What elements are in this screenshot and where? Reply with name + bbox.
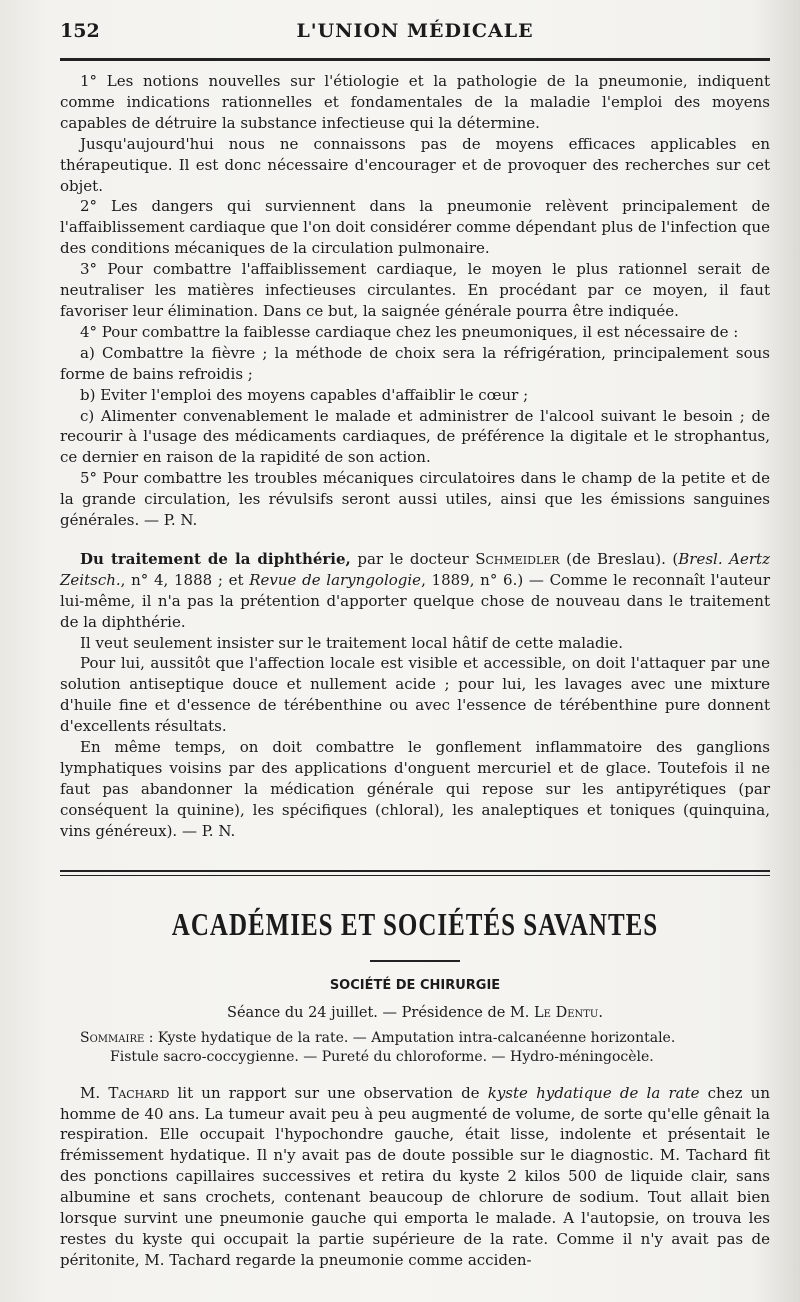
reference-journal: Revue de laryngologie xyxy=(249,570,422,589)
paragraph: 1° Les notions nouvelles sur l'étiologie et la pathologie de la pneumonie, indiquent comme indications rationnelles et fondamentales de la maladie l'emploi des moyens capables de détruire la substance infectieuse qui la détermine. xyxy=(60,72,770,132)
header-rule xyxy=(60,58,770,61)
paragraph: 2° Les dangers qui surviennent dans la pneumonie relèvent principalement de l'affaiblissement cardiaque que l'on doit considérer comme dépendant plus de l'infection que des conditions mécaniques de la circulation pulmonaire. xyxy=(60,197,770,258)
session-line xyxy=(60,1005,770,1021)
text-run: . xyxy=(598,1004,603,1021)
article-title: Du traitement de la diphthérie, xyxy=(80,549,351,568)
page-number: 152 xyxy=(60,20,100,42)
paragraph: Jusqu'aujourd'hui nous ne connaissons pas de moyens efficaces applicables en thérapeutique. Il est donc nécessaire d'encourager et de provoquer des recherches sur cet objet. xyxy=(60,134,770,195)
text-run: Séance du 24 juillet. — Présidence de M. xyxy=(227,1004,535,1021)
article-pneumonia xyxy=(60,71,770,531)
author-name: Schmeidler xyxy=(475,549,560,568)
summary-label: Sommaire xyxy=(80,1029,145,1046)
paragraph: Pour lui, aussitôt que l'affection locale est visible et accessible, on doit l'attaquer par une solution antiseptique douce et nullement acide ; pour lui, les lavages avec une mixture d'huile fine et d'essence de térébenthine ou avec l'essence de térébenthine pure donnent d'excellents résultats. xyxy=(60,654,770,736)
article-lead-paragraph xyxy=(60,549,770,633)
summary-line: Fistule sacro-coccygienne. — Pureté du chloroforme. — Hydro-méningocèle. xyxy=(110,1048,654,1065)
text-run: chez un homme de 40 ans. La tumeur avait peu à peu augmenté de volume, de sorte qu'elle gênait la respiration. Elle occupait l'hypochondre gauche, était lisse, indolente et présentait le frémissement hydatique. Il n'y avait pas de doute possible sur le diagnostic. M. Tachard fit des ponctions capillaires successives et retira du kyste 2 kilos 500 de liquide clair, sans albumine et sans crochets, contenant beaucoup de chlorure de sodium. Tout allait bien lorsque survint une pneumonie gauche qui emporta le malade. A l'autopsie, on trouva les restes du kyste qui occupait la partie supérieure de la rate. Comme il n'y avait pas de péritonite, M. Tachard regarde la pneumonie comme acciden- xyxy=(60,1083,770,1269)
text-run: , n° 4, 1888 ; et xyxy=(120,570,250,589)
paragraph: c) Alimenter convenablement le malade et administrer de l'alcool suivant le besoin ; de recourir à l'usage des médicaments cardiaques, de préférence la digitale et le strophantus, ce dernier en raison de la rapidité de son action. xyxy=(60,406,770,467)
text-run: par le docteur xyxy=(350,549,476,568)
paragraph: 4° Pour combattre la faiblesse cardiaque chez les pneumoniques, il est nécessaire de : xyxy=(80,322,739,341)
text-run: , 1889, n° 6.) — Comme le reconnaît l'auteur lui-même, il n'a pas la prétention d'apporter quelque chose de nouveau dans le traitement de la diphthérie. xyxy=(60,570,771,631)
paragraph: a) Combattre la fièvre ; la méthode de choix sera la réfrigération, principalement sous forme de bains refroidis ; xyxy=(60,343,770,383)
paragraph: b) Eviter l'emploi des moyens capables d'affaiblir le cœur ; xyxy=(80,385,529,404)
paragraph: Il veut seulement insister sur le traitement local hâtif de cette maladie. xyxy=(80,633,624,652)
president-name: Le Dentu xyxy=(534,1004,599,1021)
summary xyxy=(60,1029,770,1067)
short-rule xyxy=(370,960,460,962)
running-title: L'UNION MÉDICALE xyxy=(296,20,534,42)
summary-line: : Kyste hydatique de la rate. — Amputation intra-calcanéenne horizontale. xyxy=(144,1029,676,1046)
text-run: M. xyxy=(80,1083,109,1102)
text-run: lit un rapport sur une observation de xyxy=(169,1083,488,1102)
paragraph: En même temps, on doit combattre le gonflement inflammatoire des ganglions lymphatiques voisins par des applications d'onguent mercuriel et de glace. Toutefois il ne faut pas abandonner la médication générale qui repose sur les antipyrétiques (par conséquent la quinine), les spécifiques (chloral), les analeptiques et toniques (quinquina, vins généreux). — P. N. xyxy=(60,738,770,840)
reference-journal: Bresl. Aertz Zeitsch. xyxy=(60,549,770,589)
section-title: ACADÉMIES ET SOCIÉTÉS SAVANTES xyxy=(171,908,659,942)
paragraph xyxy=(60,1083,770,1271)
paragraph: 5° Pour combattre les troubles mécaniques circulatoires dans le champ de la petite et de la grande circulation, les révulsifs seront aussi utiles, ainsi que les émissions sanguines générales. — P. N. xyxy=(60,469,770,530)
paragraph: 3° Pour combattre l'affaiblissement cardiaque, le moyen le plus rationnel serait de neutraliser les matières infectieuses circulantes. En procédant par ce moyen, il faut favoriser leur élimination. Dans ce but, la saignée générale pourra être indiquée. xyxy=(60,260,770,320)
society-title: SOCIÉTÉ DE CHIRURGIE xyxy=(329,977,501,993)
text-run: (de Breslau). ( xyxy=(559,549,679,568)
speaker-name: Tachard xyxy=(108,1083,170,1102)
article-diphtheria xyxy=(60,549,770,842)
section-divider xyxy=(60,870,770,876)
report-topic: kyste hydatique de la rate xyxy=(487,1083,700,1102)
session-report xyxy=(60,1083,770,1271)
page-header xyxy=(60,0,770,58)
